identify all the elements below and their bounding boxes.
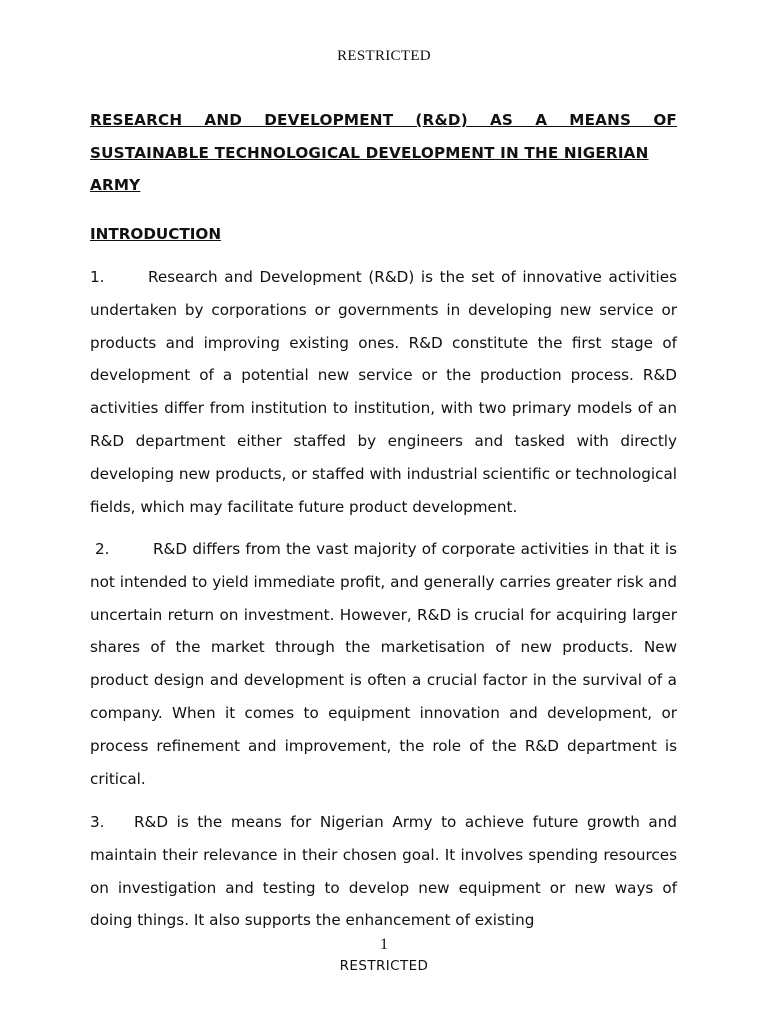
- document-title: [90, 104, 677, 202]
- classification-header: RESTRICTED: [337, 48, 431, 64]
- paragraph-text: R&D is the means for Nigerian Army to achieve future growth and maintain their relevance in their chosen goal. It involves spending resources on investigation and testing to develop new equipment or new ways of doing things. It also supports the enhancement of existing: [90, 813, 677, 930]
- paragraph-3: [90, 806, 677, 937]
- title-line-2: SUSTAINABLE TECHNOLOGICAL DEVELOPMENT IN THE NIGERIAN: [90, 143, 649, 162]
- paragraph-number: 3.: [90, 813, 105, 831]
- section-heading: INTRODUCTION: [90, 225, 222, 243]
- paragraph-1: [90, 261, 677, 523]
- title-line-3: ARMY: [90, 176, 141, 194]
- page-number: 1: [380, 936, 388, 953]
- paragraph-number: 1.: [90, 268, 105, 286]
- paragraph-text: Research and Development (R&D) is the set of innovative activities undertaken by corporations or governments in developing new service or products and improving existing ones. R&D constitute the first stage of development of a potential new service or the production process. R&D activities differ from institution to institution, with two primary models of an R&D department either staffed by engineers and tasked with directly developing new products, or staffed with industrial scientific or technological fields, which may facilitate future product development.: [90, 268, 677, 516]
- title-line-1: RESEARCH AND DEVELOPMENT (R&D) AS A MEANS OF: [90, 111, 677, 129]
- paragraph-text: R&D differs from the vast majority of corporate activities in that it is not intended to yield immediate profit, and generally carries greater risk and uncertain return on investment. However, R&D is crucial for acquiring larger shares of the market through the marketisation of new products. New product design and development is often a crucial factor in the survival of a company. When it comes to equipment innovation and development, or process refinement and improvement, the role of the R&D department is critical.: [90, 540, 677, 788]
- paragraph-number: 2.: [95, 540, 110, 558]
- classification-footer: RESTRICTED: [339, 958, 429, 974]
- paragraph-2: [90, 533, 677, 795]
